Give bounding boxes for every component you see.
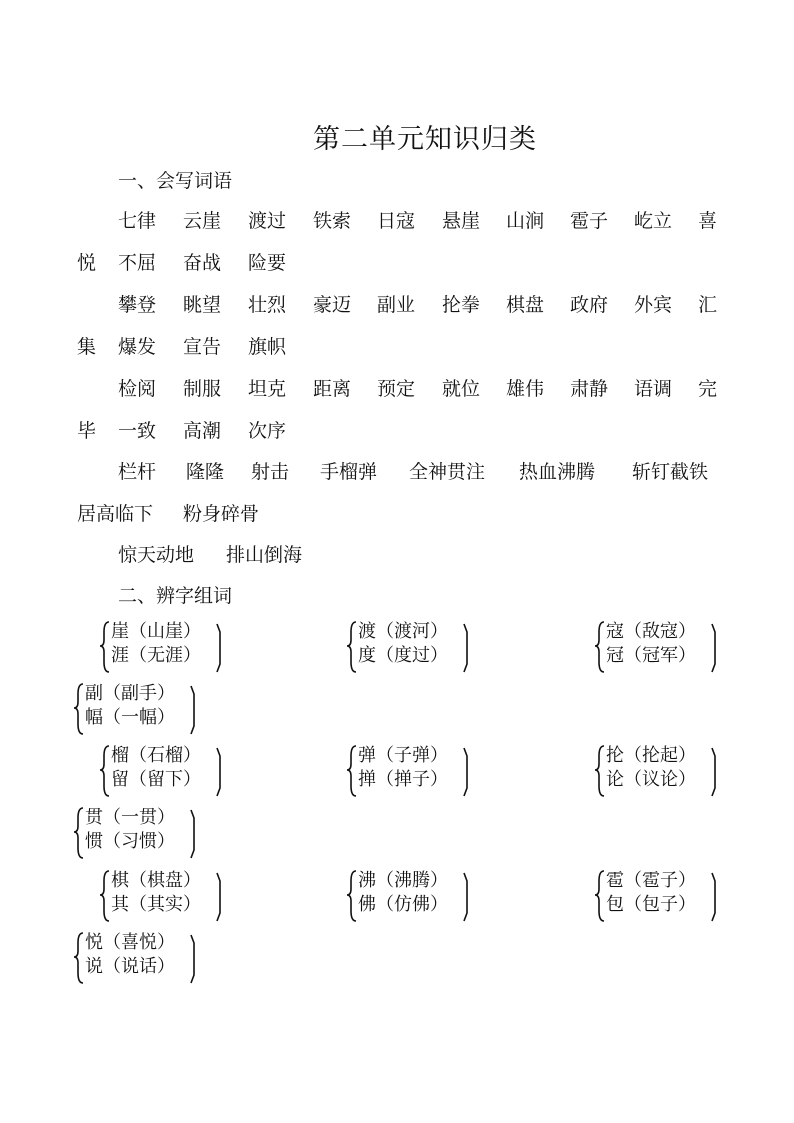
word-item: 斩钉截铁: [632, 461, 709, 483]
pair-first-word: 沸（沸腾）: [358, 870, 448, 891]
pair-second-word: 度（度过）: [358, 645, 448, 666]
pair-second-word: 幅（一幅）: [85, 707, 175, 728]
right-bracket-icon: [712, 624, 715, 672]
word-item: 射击: [251, 461, 290, 483]
word-item: 毕: [77, 420, 97, 442]
word-item: 山涧: [506, 210, 545, 232]
word-item: 险要: [248, 252, 287, 274]
left-brace-icon: [595, 622, 604, 672]
word-item: 检阅: [118, 378, 157, 400]
pair-first-word: 悦（喜悦）: [85, 932, 175, 953]
pair-first-word: 副（副手）: [85, 683, 175, 704]
word-item: 雹子: [570, 210, 609, 232]
word-item: 渡过: [248, 210, 287, 232]
word-item: 日寇: [377, 210, 416, 232]
left-brace-icon: [100, 871, 109, 921]
word-line: [0, 540, 794, 566]
word-item: 高潮: [183, 420, 222, 442]
character-pair-group: [77, 931, 217, 987]
word-line: [0, 499, 794, 525]
word-item: 豪迈: [313, 294, 352, 316]
right-bracket-icon: [217, 748, 220, 796]
word-item: 预定: [377, 378, 416, 400]
pair-second-word: 冠（冠军）: [606, 645, 696, 666]
character-pair-group: [77, 682, 217, 738]
word-item: 政府: [570, 294, 609, 316]
pair-second-word: 其（其实）: [111, 894, 201, 915]
right-bracket-icon: [217, 873, 220, 921]
word-item: 雄伟: [506, 378, 545, 400]
left-brace-icon: [347, 746, 356, 796]
right-bracket-icon: [191, 686, 194, 734]
left-brace-icon: [100, 622, 109, 672]
word-item: 攀登: [118, 294, 157, 316]
word-item: 次序: [248, 420, 287, 442]
section-heading-distinguish-characters: 二、辨字组词: [118, 585, 233, 607]
left-brace-icon: [595, 871, 604, 921]
character-pair-group: [350, 869, 490, 925]
word-item: 奋战: [183, 252, 222, 274]
word-item: 宣告: [183, 336, 222, 358]
word-item: 眺望: [183, 294, 222, 316]
right-bracket-icon: [217, 624, 220, 672]
word-item: 外宾: [634, 294, 673, 316]
left-brace-icon: [347, 622, 356, 672]
word-item: 爆发: [118, 336, 157, 358]
pair-second-word: 包（包子）: [606, 894, 696, 915]
word-item: 肃静: [570, 378, 609, 400]
word-item: 云崖: [183, 210, 222, 232]
word-item: 就位: [442, 378, 481, 400]
pair-second-word: 论（议论）: [606, 769, 696, 790]
page-title: 第二单元知识归类: [313, 124, 537, 155]
left-brace-icon: [74, 933, 83, 983]
left-brace-icon: [100, 746, 109, 796]
pair-first-word: 棋（棋盘）: [111, 870, 201, 891]
right-bracket-icon: [464, 748, 467, 796]
word-item: 隆隆: [186, 461, 225, 483]
section-heading-write-words: 一、会写词语: [118, 170, 233, 192]
word-item: 粉身碎骨: [183, 503, 260, 525]
word-line: [0, 206, 794, 232]
word-item: 七律: [118, 210, 157, 232]
word-item: 喜: [698, 210, 718, 232]
word-line: [0, 374, 794, 400]
character-pair-group: [350, 620, 490, 676]
word-item: 悬崖: [442, 210, 481, 232]
word-line: [0, 457, 794, 483]
word-item: 悦: [77, 252, 97, 274]
word-item: 距离: [313, 378, 352, 400]
pair-first-word: 弹（子弹）: [358, 745, 448, 766]
word-item: 不屈: [118, 252, 157, 274]
word-item: 一致: [118, 420, 157, 442]
left-brace-icon: [74, 684, 83, 734]
word-item: 全神贯注: [409, 461, 486, 483]
word-item: 制服: [183, 378, 222, 400]
character-pair-group: [598, 869, 738, 925]
pair-first-word: 崖（山崖）: [111, 621, 201, 642]
pair-second-word: 掸（掸子）: [358, 769, 448, 790]
character-pair-group: [350, 744, 490, 800]
pair-second-word: 留（留下）: [111, 769, 201, 790]
pair-second-word: 惯（习惯）: [85, 831, 175, 852]
word-item: 热血沸腾: [519, 461, 596, 483]
right-bracket-icon: [464, 873, 467, 921]
word-item: 排山倒海: [226, 544, 303, 566]
word-item: 屹立: [634, 210, 673, 232]
word-item: 棋盘: [506, 294, 545, 316]
character-pair-group: [103, 869, 243, 925]
right-bracket-icon: [712, 748, 715, 796]
left-brace-icon: [595, 746, 604, 796]
word-line: [0, 332, 794, 358]
word-item: 铁索: [313, 210, 352, 232]
pair-first-word: 抡（抡起）: [606, 745, 696, 766]
word-line: [0, 248, 794, 274]
word-item: 坦克: [248, 378, 287, 400]
word-line: [0, 416, 794, 442]
pair-first-word: 渡（渡河）: [358, 621, 448, 642]
character-pair-group: [598, 744, 738, 800]
left-brace-icon: [74, 808, 83, 858]
word-item: 手榴弹: [320, 461, 378, 483]
word-item: 集: [77, 336, 97, 358]
word-item: 抡拳: [442, 294, 481, 316]
character-pair-group: [103, 744, 243, 800]
left-brace-icon: [347, 871, 356, 921]
pair-first-word: 榴（石榴）: [111, 745, 201, 766]
pair-second-word: 说（说话）: [85, 956, 175, 977]
word-item: 副业: [377, 294, 416, 316]
word-item: 惊天动地: [118, 544, 195, 566]
character-pair-group: [103, 620, 243, 676]
character-pair-group: [598, 620, 738, 676]
pair-first-word: 雹（雹子）: [606, 870, 696, 891]
word-item: 旗帜: [248, 336, 287, 358]
character-pair-group: [77, 806, 217, 862]
word-item: 汇: [698, 294, 718, 316]
word-item: 完: [698, 378, 718, 400]
pair-second-word: 佛（仿佛）: [358, 894, 448, 915]
pair-first-word: 寇（敌寇）: [606, 621, 696, 642]
right-bracket-icon: [712, 873, 715, 921]
word-item: 语调: [634, 378, 673, 400]
pair-first-word: 贯（一贯）: [85, 807, 175, 828]
right-bracket-icon: [191, 935, 194, 983]
right-bracket-icon: [191, 810, 194, 858]
word-item: 栏杆: [118, 461, 157, 483]
word-line: [0, 290, 794, 316]
word-item: 壮烈: [248, 294, 287, 316]
word-item: 居高临下: [77, 503, 154, 525]
right-bracket-icon: [464, 624, 467, 672]
pair-second-word: 涯（无涯）: [111, 645, 201, 666]
